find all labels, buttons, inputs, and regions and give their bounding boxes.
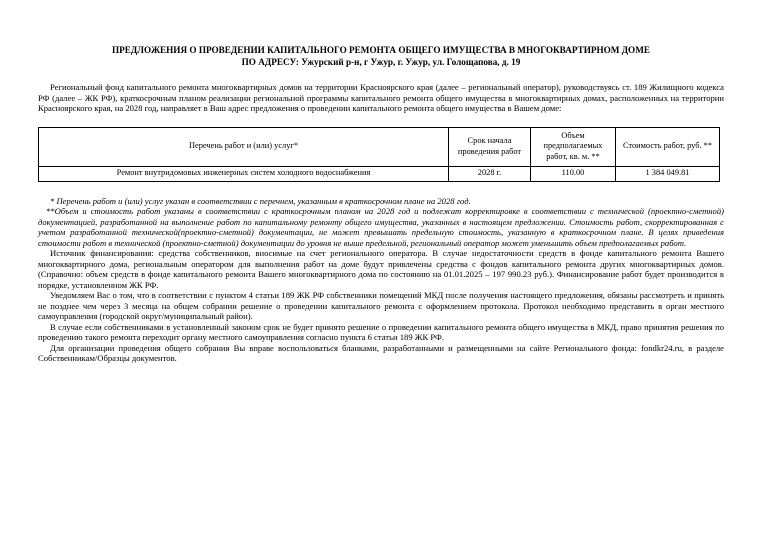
notice-paragraph: Уведомляем Вас о том, что в соответствии с пунктом 4 статьи 189 ЖК РФ собственники помещений МКД после получения настоящего предложения, обязаны рассмотреть и принять не позднее чем через 3 месяца на общем собрании решение о проведении капитального ремонта с оформлением протокола. Протокол необходимо представить в орган местного самоуправления (городской округ/муниципальный район). <box>38 290 724 321</box>
footnote-works-list: * Перечень работ и (или) услуг указан в соответствии с перечнем, указанным в краткосрочном плане на 2028 год. <box>50 195 471 206</box>
title-line-2-address: ПО АДРЕСУ: Ужурский р-н, г Ужур, г. Ужур, ул. Голощапова, д. 19 <box>241 57 521 67</box>
intro-paragraph: Региональный фонд капитального ремонта многоквартирных домов на территории Красноярского края (далее – региональный оператор), руководствуясь ст. 189 Жилищного кодекса РФ (далее – ЖК РФ), краткосрочным планом реализации региональной программы капитального ремонта общего имущества в многоквартирных домах, расположенных на территории Красноярского края, на 2028 год, направляет в Ваш адрес предложения о проведении капитального ремонта общего имущества в Вашем доме: <box>38 82 724 113</box>
table-header-row <box>39 127 720 166</box>
funding-paragraph: Источник финансирования: средства собственников, вносимые на счет регионального оператора. В случае недостаточности средств в фонде капитального ремонта Вашего многоквартирного дома, региональным оператором для выполнения работ на доме будут привлечены средства с фондов капитального ремонта других многоквартирных домов. (Справочно: объем средств в фонде капитального ремонта Вашего многоквартирного дома по состоянию на 01.01.2025 – 197 990.23 руб.). Финансирование работ будет производится в порядке, установленном ЖК РФ. <box>38 248 724 290</box>
cell-works: Ремонт внутридомовых инженерных систем холодного водоснабжения <box>39 166 449 181</box>
footnote-volume-cost: **Объем и стоимость работ указаны в соответствии с краткосрочным планом на 2028 год и подлежат корректировке в соответствии с технической (проектно-сметной) документацией, разработанной на выполнение работ по капитальному ремонту общего имущества, указанных в настоящем предложении. Стоимость работ, скорректированная с учетом разработанной технической(проектно-сметной) документации, не может превышать предельную стоимость, указанную в краткосрочном плане. В целях приведения стоимости работ в технической (проектно-сметной) документации до уровня не выше предельной, региональный оператор может уменьшить объем предполагаемых работ. <box>38 206 724 248</box>
document-title <box>38 44 724 68</box>
notes-section <box>38 196 724 364</box>
header-volume: Объем предполагаемых работ, кв. м. ** <box>531 127 616 166</box>
forms-paragraph: Для организации проведения общего собрания Вы вправе воспользоваться бланками, разработанными и размещенными на сайте Регионального фонда: fondkr24.ru, в разделе Собственникам/Образцы документов. <box>38 342 724 363</box>
cell-volume: 110.00 <box>531 166 616 181</box>
table-row <box>39 166 720 181</box>
header-period: Срок начала проведения работ <box>449 127 531 166</box>
cell-cost: 1 384 049.81 <box>616 166 720 181</box>
fallback-paragraph: В случае если собственниками в установленный законом срок не будет принято решение о проведении капитального ремонта общего имущества в МКД, право принятия решения по проведению такого ремонта переходит органу местного самоуправления согласно пункта 6 статьи 189 ЖК РФ. <box>38 321 724 342</box>
works-table <box>38 127 720 182</box>
cell-period: 2028 г. <box>449 166 531 181</box>
header-cost: Стоимость работ, руб. ** <box>616 127 720 166</box>
title-line-1: ПРЕДЛОЖЕНИЯ О ПРОВЕДЕНИИ КАПИТАЛЬНОГО РЕМОНТА ОБЩЕГО ИМУЩЕСТВА В МНОГОКВАРТИРНОМ ДОМЕ <box>111 45 651 55</box>
document-page <box>38 44 724 364</box>
header-works: Перечень работ и (или) услуг* <box>39 127 449 166</box>
